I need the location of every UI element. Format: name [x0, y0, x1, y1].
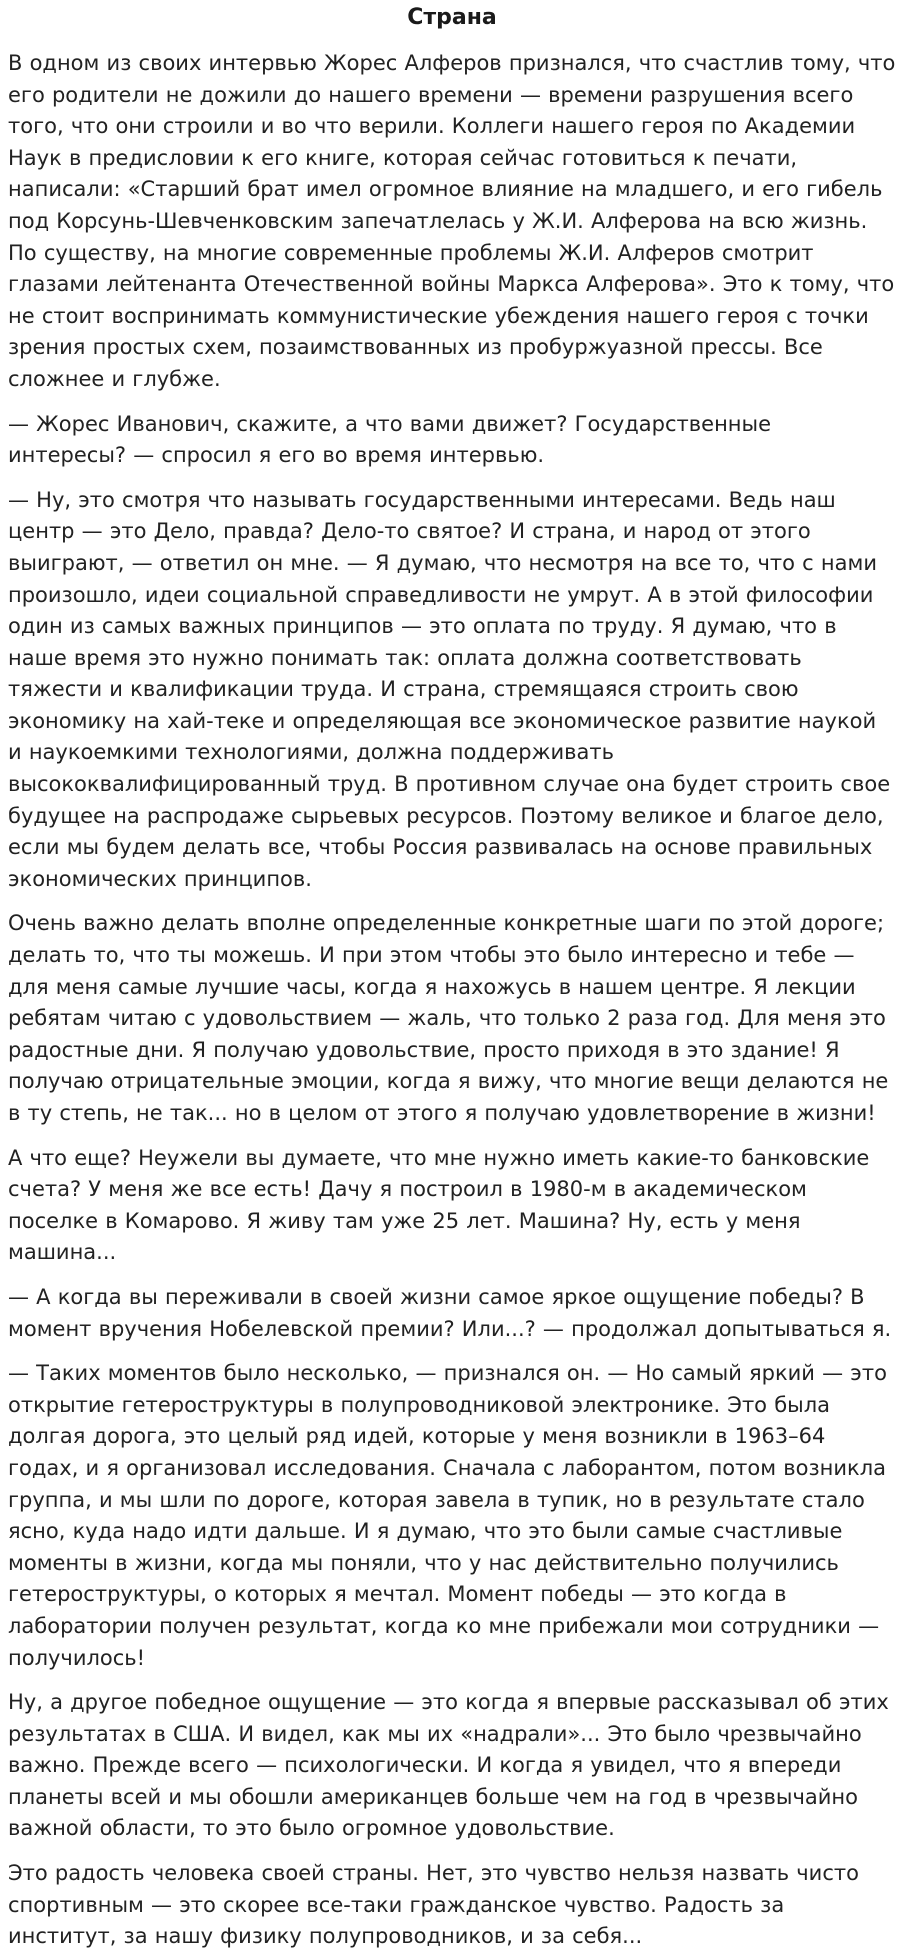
paragraph-7: — Таких моментов было несколько, — признался он. — Но самый яркий — это открытие гетероструктуры в полупроводниковой электронике. Это была долгая дорога, это целый ряд идей, которые у меня возникли в 1963–64 годах, и я организовал исследования. Сначала с лаборантом, потом возникла группа, и мы шли по дороге, которая завела в тупик, но в результате стало ясно, куда надо идти дальше. И я думаю, что это были самые счастливые моменты в жизни, когда мы поняли, что у нас действительно получились гетероструктуры, о которых я мечтал. Момент победы — это когда в лаборатории получен результат, когда ко мне прибежали мои сотрудники — получилось!: [8, 1361, 887, 1670]
paragraph-3: — Ну, это смотря что называть государственными интересами. Ведь наш центр — это Дело, правда? Дело-то святое? И страна, и народ от этого выиграют, — ответил он мне. — Я думаю, что несмотря на все то, что с нами произошло, идеи социальной справедливости не умрут. А в этой философии один из самых важных принципов — это оплата по труду. Я думаю, что в наше время это нужно понимать так: оплата должна соответствовать тяжести и квалификации труда. И страна, стремящаяся строить свою экономику на хай-теке и определяющая все экономическое развитие наукой и наукоемкими технологиями, должна поддерживать высококвалифицированный труд. В противном случае она будет строить свое будущее на распродаже сырьевых ресурсов. Поэтому великое и благое дело, если мы будем делать все, чтобы Россия развивалась на основе правильных экономических принципов.: [8, 487, 891, 891]
paragraph-8: Ну, а другое победное ощущение — это когда я впервые рассказывал об этих результатах в США. И видел, как мы их «надрали»... Это было чрезвычайно важно. Прежде всего — психологически. И когда я увидел, что я впереди планеты всей и мы обошли американцев больше чем на год в чрезвычайно важной области, то это было огромное удовольствие.: [8, 1690, 889, 1841]
paragraph-9: Это радость человека своей страны. Нет, это чувство нельзя назвать чисто спортивным — это скорее все-таки гражданское чувство. Радость за институт, за нашу физику полупроводников, и за себя...: [8, 1861, 859, 1949]
paragraph-2: — Жорес Иванович, скажите, а что вами движет? Государственные интересы? — спросил я его во время интервью.: [8, 411, 772, 468]
paragraph-1: В одном из своих интервью Жорес Алферов признался, что счастлив тому, что его родители не дожили до нашего времени — времени разрушения всего того, что они строили и во что верили. Коллеги нашего героя по Академии Наук в предисловии к его книге, которая сейчас готовиться к печати, написали: «Старший брат имел огромное влияние на младшего, и его гибель под Корсунь-Шевченковским запечатлелась у Ж.И. Алферова на всю жизнь. По существу, на многие современные проблемы Ж.И. Алферов смотрит глазами лейтенанта Отечественной войны Маркса Алферова». Это к тому, что не стоит воспринимать коммунистические убеждения нашего героя с точки зрения простых схем, позаимствованных из пробуржуазной прессы. Все сложнее и глубже.: [8, 51, 896, 391]
paragraph-6: — А когда вы переживали в своей жизни самое яркое ощущение победы? В момент вручения Нобелевской премии? Или...? — продолжал допытываться я.: [8, 1284, 892, 1341]
paragraph-5: А что еще? Неужели вы думаете, что мне нужно иметь какие-то банковские счета? У меня же все есть! Дачу я построил в 1980-м в академическом поселке в Комарово. Я живу там уже 25 лет. Машина? Ну, есть у меня машина...: [8, 1145, 870, 1265]
article-body: [8, 4, 896, 1953]
article-title: Страна: [407, 5, 497, 30]
paragraph-4: Очень важно делать вполне определенные конкретные шаги по этой дороге; делать то, что ты можешь. И при этом чтобы это было интересно и тебе — для меня самые лучшие часы, когда я нахожусь в нашем центре. Я лекции ребятам читаю с удовольствием — жаль, что только 2 раза год. Для меня это радостные дни. Я получаю удовольствие, просто приходя в это здание! Я получаю отрицательные эмоции, когда я вижу, что многие вещи делаются не в ту степь, не так... но в целом от этого я получаю удовлетворение в жизни!: [8, 911, 889, 1125]
